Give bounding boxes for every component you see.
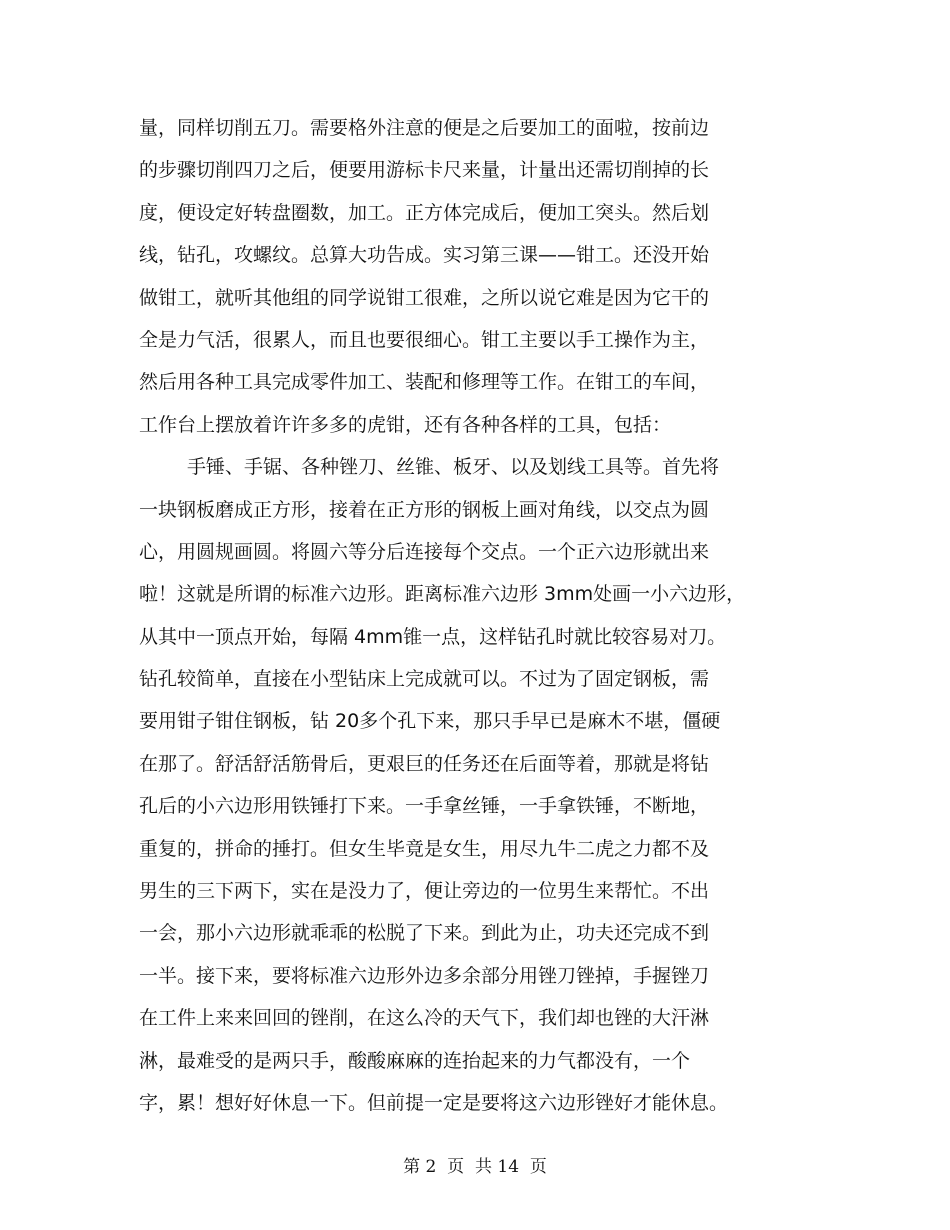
text-line: 在工件上来来回回的锉削，在这么冷的天气下，我们却也锉的大汗淋 — [139, 1007, 710, 1030]
body-text — [139, 112, 839, 1129]
text-line: 然后用各种工具完成零件加工、装配和修理等工作。在钳工的车间， — [139, 371, 710, 394]
text-line: 量，同样切削五刀。需要格外注意的便是之后要加工的面啦，按前边 — [139, 117, 710, 139]
text-line: 心，用圆规画圆。将圆六等分后连接每个交点。一个正六边形就出来 — [139, 540, 710, 563]
text-line: 淋，最难受的是两只手，酸酸麻麻的连抬起来的力气都没有，一个 — [139, 1049, 691, 1072]
paragraph-start-line: 手锤、手锯、各种锉刀、丝锥、板牙、以及划线工具等。首先将 — [187, 456, 720, 479]
text-line: 工作台上摆放着许许多多的虎钳，还有各种各样的工具，包括： — [139, 413, 672, 436]
text-line: 字，累！想好好休息一下。但前提一定是要将这六边形锉好才能休息。 — [139, 1091, 729, 1114]
text-line: 一半。接下来，要将标准六边形外边多余部分用锉刀锉掉，手握锉刀 — [139, 964, 710, 987]
text-line: 在那了。舒活舒活筋骨后，更艰巨的任务还在后面等着，那就是将钻 — [139, 752, 710, 775]
text-line: 线，钻孔，攻螺纹。总算大功告成。实习第三课——钳工。还没开始 — [139, 244, 710, 267]
text-line: 一会，那小六边形就乖乖的松脱了下来。到此为止，功夫还完成不到 — [139, 922, 710, 945]
text-line: 要用钳子钳住钢板，钻 20多个孔下来，那只手早已是麻木不堪，僵硬 — [139, 710, 721, 733]
text-line: 重复的，拼命的捶打。但女生毕竟是女生，用尽九牛二虎之力都不及 — [139, 837, 710, 860]
text-line: 度，便设定好转盘圈数，加工。正方体完成后，便加工突头。然后划 — [139, 201, 710, 224]
text-line: 一块钢板磨成正方形，接着在正方形的钢板上画对角线，以交点为圆 — [139, 498, 710, 521]
text-line: 的步骤切削四刀之后，便要用游标卡尺来量，计量出还需切削掉的长 — [139, 159, 710, 182]
text-line: 啦！这就是所谓的标准六边形。距离标准六边形 3mm处画一小六边形， — [139, 583, 746, 606]
text-line: 做钳工，就听其他组的同学说钳工很难，之所以说它难是因为它干的 — [139, 286, 710, 309]
text-line: 全是力气活，很累人，而且也要很细心。钳工主要以手工操作为主， — [139, 328, 710, 351]
page-number-footer: 第 2 页 共 14 页 — [403, 1157, 547, 1177]
text-line: 男生的三下两下，实在是没力了，便让旁边的一位男生来帮忙。不出 — [139, 880, 710, 903]
text-line: 钻孔较简单，直接在小型钻床上完成就可以。不过为了固定钢板，需 — [139, 668, 710, 691]
text-line: 孔后的小六边形用铁锤打下来。一手拿丝锤，一手拿铁锤，不断地， — [139, 795, 710, 818]
text-line: 从其中一顶点开始，每隔 4mm锥一点，这样钻孔时就比较容易对刀。 — [139, 625, 727, 648]
